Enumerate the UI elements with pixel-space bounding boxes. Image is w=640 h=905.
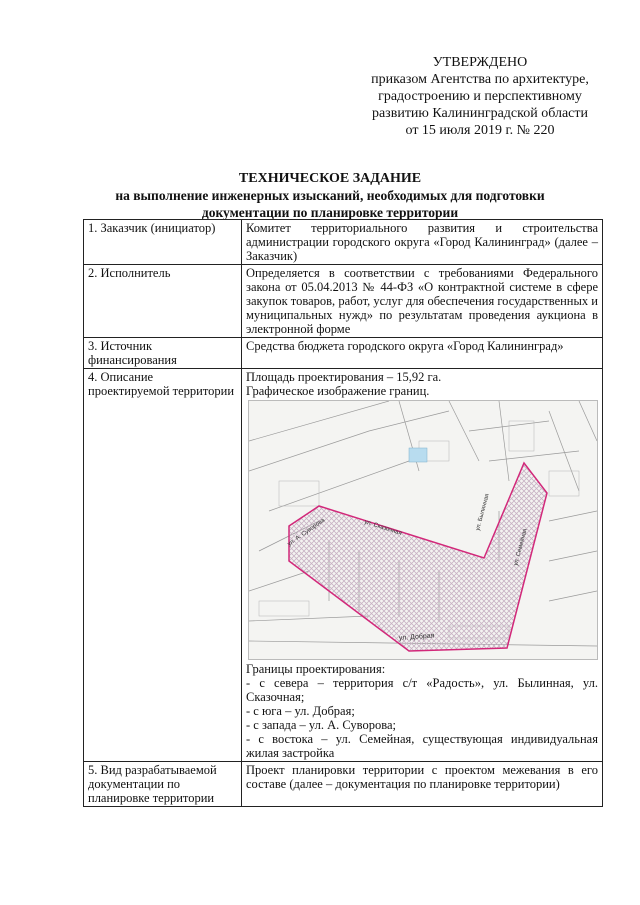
document-subtitle-line: документации по планировке территории [201,205,459,220]
row-value: Средства бюджета городского округа «Город Калининград» [242,338,603,369]
approval-line: развитию Калининградской области [371,106,589,121]
row-label: 1. Заказчик (инициатор) [84,220,242,265]
document-title-block [70,170,590,221]
approval-line: градостроению и перспективному [378,89,582,104]
graphic-caption: Графическое изображение границ. [246,384,430,398]
territory-map [248,400,598,660]
row-label: 5. Вид разрабатываемой документации по планировке территории [84,762,242,807]
approval-block [330,54,630,139]
row-value: Проект планировки территории с проектом межевания в его составе (далее – документация по планировке территории) [242,762,603,807]
table-row [84,220,603,265]
row-value: Комитет территориального развития и строительства администрации городского округа «Город Калининград» (далее – Заказчик) [242,220,603,265]
row-label: 2. Исполнитель [84,265,242,338]
approval-line: от 15 июля 2019 г. № 220 [405,123,555,138]
design-boundary-polygon [286,463,547,651]
map-street-label: ул. Сказочная [363,519,403,537]
row-label: 4. Описание проектируемой территории [84,369,242,762]
area-text: Площадь проектирования – 15,92 га. [246,370,442,384]
bounds-title: Границы проектирования: [246,662,386,676]
bound-item: - с севера – территория с/т «Радость», ул. Былинная, ул. Сказочная; [246,676,598,704]
row-label: 3. Источник финансирования [84,338,242,369]
table-row [84,369,603,762]
pond-icon [409,448,427,462]
approval-line: приказом Агентства по архитектуре, [371,72,589,87]
map-street-label: ул. Былинная [475,493,491,532]
bound-item: - с запада – ул. А. Суворова; [246,718,396,732]
specification-table [83,219,603,807]
bound-item: - с востока – ул. Семейная, существующая индивидуальная жилая застройка [246,732,598,760]
document-title: ТЕХНИЧЕСКОЕ ЗАДАНИЕ [238,171,422,186]
map-street-label: ул. А. Суворова [286,517,327,548]
bound-item: - с юга – ул. Добрая; [246,704,355,718]
map-street-label: ул. Добрая [398,632,435,642]
approval-title: УТВЕРЖДЕНО [432,55,528,70]
table-row [84,265,603,338]
table-row [84,338,603,369]
territory-description [242,369,603,762]
map-street-label: ул. Семейная [513,528,529,567]
table-row [84,762,603,807]
document-subtitle-line: на выполнение инженерных изысканий, необходимых для подготовки [115,188,545,203]
row-value: Определяется в соответствии с требованиями Федерального закона от 05.04.2013 № 44-ФЗ «О контрактной системе в сфере закупок товаров, работ, услуг для обеспечения государственных и муниципальных нужд» по результатам проведения аукциона в электронной форме [242,265,603,338]
